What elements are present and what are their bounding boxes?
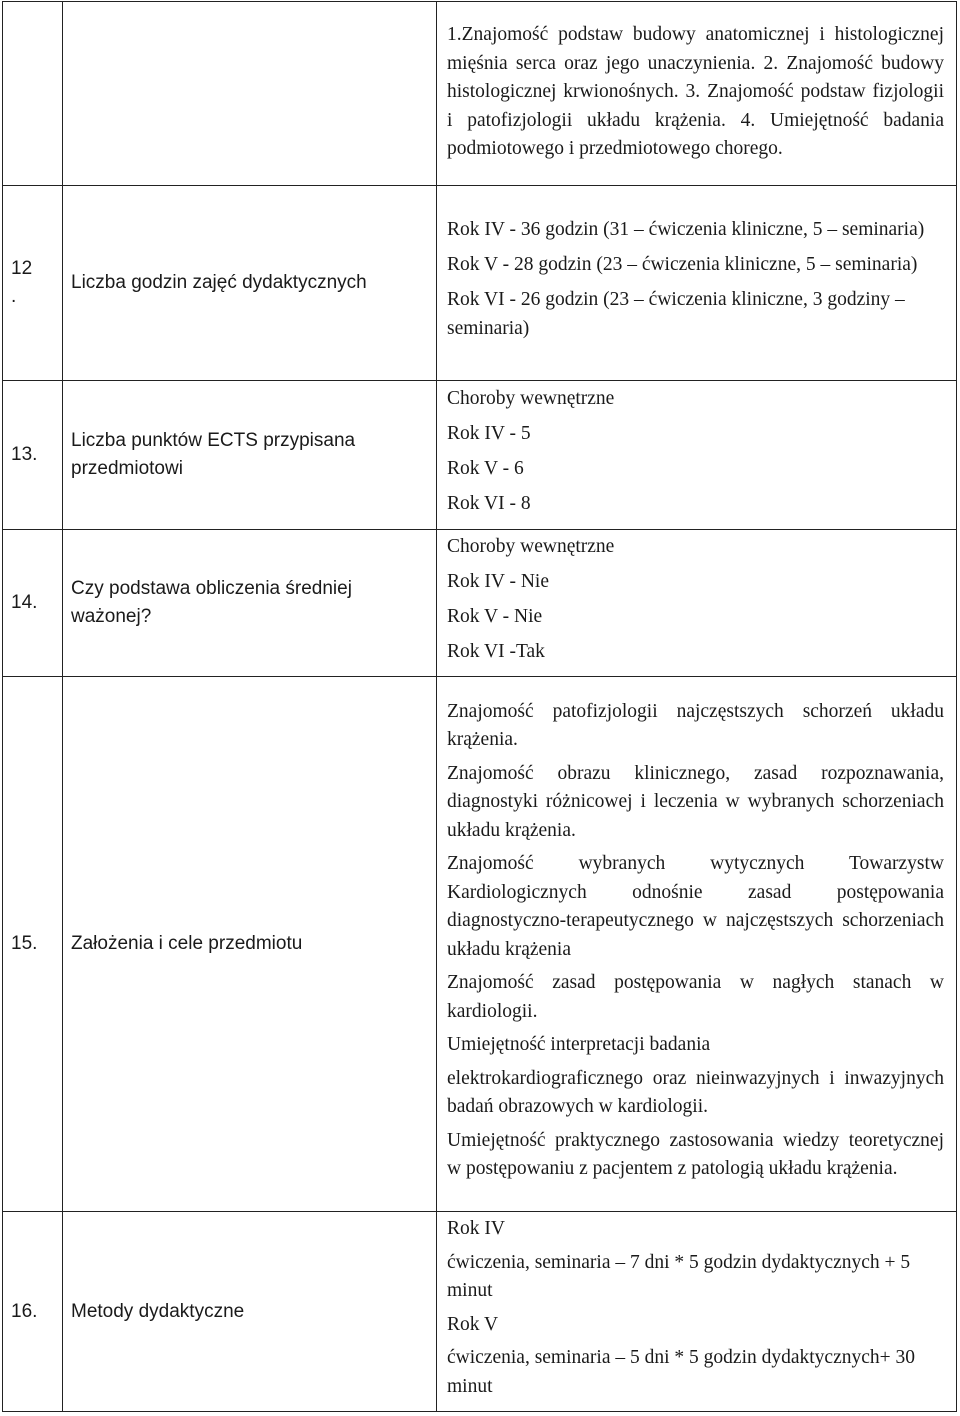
syllabus-table [2, 1, 957, 1412]
hours-year-iv: Rok IV - 36 godzin (31 – ćwiczenia kliniczne, 5 – seminaria) [447, 219, 925, 240]
objective-item: Znajomość wybranych wytycznych Towarzystw Kardiologicznych odnośnie zasad postępowania diagnostyczno-terapeutycznego w najczęstszych schorzeniach układu krążenia [447, 853, 944, 960]
weighted-year-v: Rok V - Nie [447, 606, 543, 627]
course-objectives-label: Założenia i cele przedmiotu [63, 677, 437, 1212]
weighted-average-values [437, 530, 957, 677]
weighted-average-label: Czy podstawa obliczenia średniej ważonej? [63, 530, 437, 677]
row-number-16: 16. [3, 1212, 63, 1412]
weighted-year-vi: Rok VI -Tak [447, 641, 545, 662]
ects-year-vi: Rok VI - 8 [447, 493, 531, 514]
prerequisites-text: 1.Znajomość podstaw budowy anatomicznej i histologicznej mięśnia serca oraz jego unaczynienia. 2. Znajomość budowy histologicznej krwionośnych. 3. Znajomość podstaw fizjologii i patofizjologii układu krążenia. 4. Umiejętność badania podmiotowego i przedmiotowego chorego. [447, 24, 944, 160]
objective-item: elektrokardiograficznego oraz nieinwazyjnych i inwazyjnych badań obrazowych w kardiologii. [447, 1067, 944, 1117]
ects-values [437, 381, 957, 530]
ects-year-v: Rok V - 6 [447, 458, 524, 479]
ects-subject: Choroby wewnętrzne [447, 388, 615, 409]
row-number-13: 13. [3, 381, 63, 530]
weighted-subject: Choroby wewnętrzne [447, 536, 615, 557]
teaching-methods-values [437, 1212, 957, 1412]
objective-item: Znajomość patofizjologii najczęstszych schorzeń układu krążenia. [447, 700, 944, 750]
row-number-line: . [11, 286, 17, 307]
ects-year-iv: Rok IV - 5 [447, 423, 531, 444]
hours-year-vi: Rok VI - 26 godzin (23 – ćwiczenia kliniczne, 3 godziny – seminaria) [447, 289, 905, 339]
weighted-year-iv: Rok IV - Nie [447, 571, 550, 592]
table-row [3, 1212, 957, 1412]
row-number-14: 14. [3, 530, 63, 677]
objective-item: Znajomość obrazu klinicznego, zasad rozpoznawania, diagnostyki różnicowej i leczenia w wybranych schorzeniach układu krążenia. [447, 762, 944, 841]
objective-item: Umiejętność interpretacji badania [447, 1034, 711, 1055]
table-row [3, 530, 957, 677]
table-row [3, 2, 957, 186]
row-label-cell [63, 2, 437, 186]
method-year-heading: Rok V [447, 1313, 499, 1335]
ects-label: Liczba punktów ECTS przypisana przedmiotowi [63, 381, 437, 530]
course-objectives-values [437, 677, 957, 1212]
method-year-heading: Rok IV [447, 1218, 505, 1239]
hours-year-v: Rok V - 28 godzin (23 – ćwiczenia kliniczne, 5 – seminaria) [447, 254, 918, 275]
row-number-12 [3, 186, 63, 381]
row-number-line: 12 [11, 258, 33, 279]
objective-item: Umiejętność praktycznego zastosowania wiedzy teoretycznej w postępowaniu z pacjentem z patologią układu krążenia. [447, 1129, 944, 1179]
objective-item: Znajomość zasad postępowania w nagłych stanach w kardiologii. [447, 972, 944, 1022]
teaching-methods-label: Metody dydaktyczne [63, 1212, 437, 1412]
table-row [3, 677, 957, 1212]
method-detail: ćwiczenia, seminaria – 7 dni * 5 godzin dydaktycznych + 5 minut [447, 1251, 911, 1301]
prerequisites-cell [437, 2, 957, 186]
table-row [3, 186, 957, 381]
teaching-hours-values [437, 186, 957, 381]
table-row [3, 381, 957, 530]
row-number-cell [3, 2, 63, 186]
row-number-15: 15. [3, 677, 63, 1212]
teaching-hours-label: Liczba godzin zajęć dydaktycznych [63, 186, 437, 381]
method-detail: ćwiczenia, seminaria – 5 dni * 5 godzin dydaktycznych+ 30 minut [447, 1347, 916, 1397]
